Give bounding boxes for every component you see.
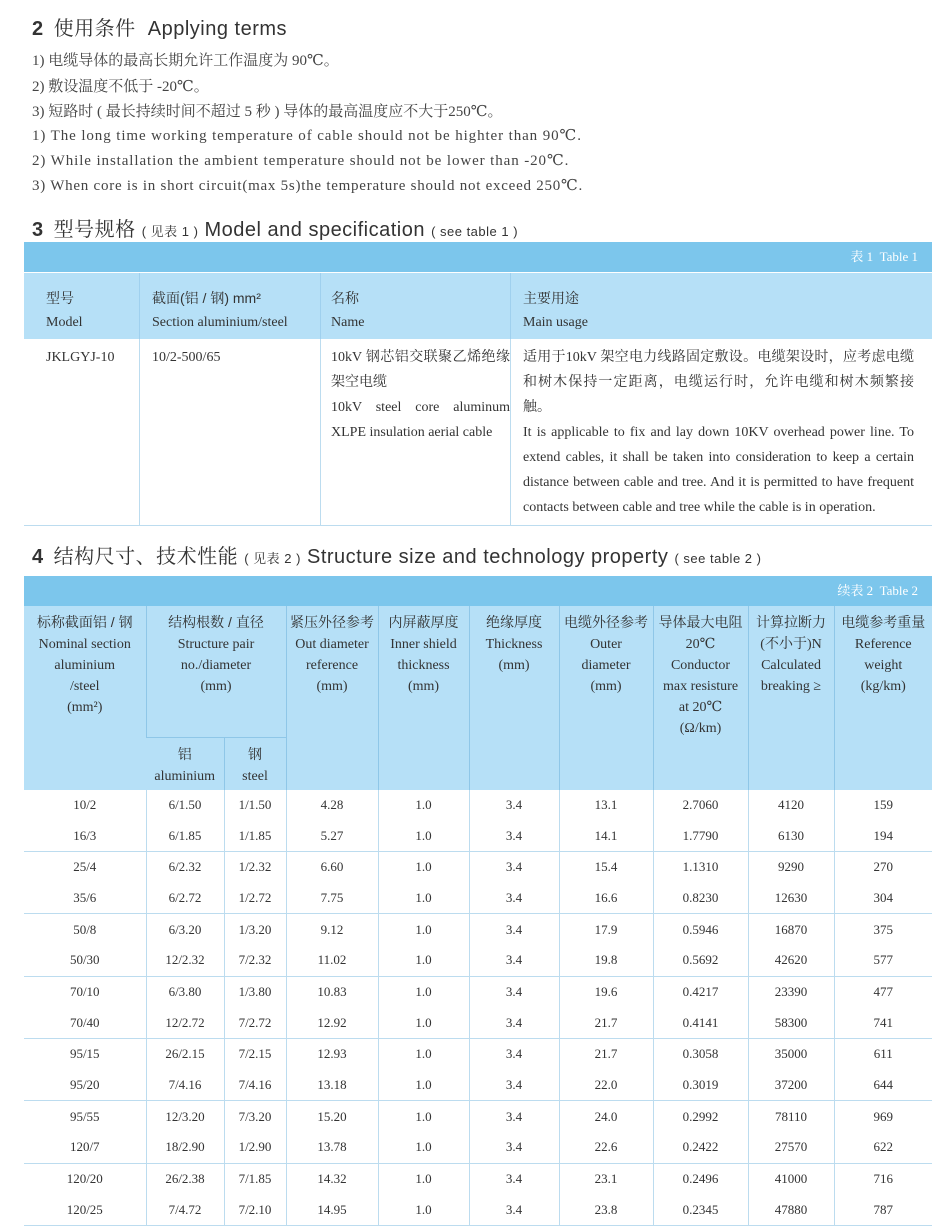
th-ins-en1: Thickness bbox=[485, 637, 543, 652]
th-inner-en2: thickness bbox=[397, 658, 450, 673]
cell-al: 12/3.20 bbox=[146, 1101, 224, 1132]
cell-steel: 1/2.90 bbox=[224, 1132, 286, 1163]
section-3-heading-en: Model and specification bbox=[204, 219, 425, 241]
cell-cabled: 23.1 bbox=[559, 1163, 653, 1194]
cell-outd: 6.60 bbox=[286, 851, 378, 882]
table-2-body bbox=[24, 790, 932, 1226]
section-3-note-en: ( see table 1 ) bbox=[431, 224, 519, 239]
cell-inner: 1.0 bbox=[378, 1101, 469, 1132]
cell-ins: 3.4 bbox=[469, 820, 559, 851]
table-row bbox=[24, 976, 932, 1007]
th-wt-unit: (kg/km) bbox=[860, 679, 906, 694]
cell-nominal: 95/20 bbox=[24, 1070, 146, 1101]
cell-wt: 375 bbox=[834, 914, 932, 945]
cell-wt: 622 bbox=[834, 1132, 932, 1163]
table-row bbox=[24, 883, 932, 914]
th-wt-en1: Reference bbox=[854, 637, 912, 652]
cell-steel: 7/2.32 bbox=[224, 945, 286, 976]
header-name-en: Name bbox=[331, 315, 365, 330]
cell-outd: 10.83 bbox=[286, 976, 378, 1007]
table-row bbox=[24, 851, 932, 882]
cell-nominal: 95/15 bbox=[69, 1046, 100, 1062]
cell-steel: 7/2.15 bbox=[224, 1039, 286, 1070]
cell-outd: 13.18 bbox=[286, 1070, 378, 1101]
cell-usage-cn: 适用于10kV 架空电力线路固定敷设。电缆架设时，应考虑电缆和树木保持一定距离，电缆运行时，允许电缆和树木频繁接触。 bbox=[523, 350, 914, 415]
term-line-2: 2) 敷设温度不低于 -20℃。 bbox=[32, 79, 209, 95]
cell-nominal: 10/2 bbox=[73, 796, 97, 812]
th-steel bbox=[224, 738, 286, 790]
cell-steel: 1/1.85 bbox=[224, 820, 286, 851]
th-aluminium-en: aluminium bbox=[154, 769, 216, 784]
th-cabled-unit: (mm) bbox=[590, 679, 622, 694]
header-name-cn: 名称 bbox=[331, 290, 359, 306]
cell-wt: 194 bbox=[834, 820, 932, 851]
cell-brk: 47880 bbox=[748, 1194, 834, 1225]
cell-brk: 37200 bbox=[748, 1070, 834, 1101]
header-model-en: Model bbox=[46, 315, 83, 330]
cell-ins: 3.4 bbox=[469, 914, 559, 945]
th-brk-cn: 计算拉断力 bbox=[756, 614, 827, 630]
th-nominal-en3: /steel bbox=[69, 679, 100, 694]
cell-ins: 3.4 bbox=[469, 1039, 559, 1070]
section-2-heading: 使用条件 Applying terms bbox=[53, 18, 288, 40]
cell-nominal: 50/30 bbox=[24, 945, 146, 976]
th-outd bbox=[286, 606, 378, 790]
cell-outd: 12.92 bbox=[286, 1007, 378, 1038]
cell-cabled: 21.7 bbox=[559, 1007, 653, 1038]
th-steel-cn: 钢 bbox=[248, 746, 262, 762]
cell-inner: 1.0 bbox=[378, 1070, 469, 1101]
cell-brk: 6130 bbox=[748, 820, 834, 851]
th-inner bbox=[378, 606, 469, 790]
th-nominal-cn: 标称截面铝 / 钢 bbox=[36, 614, 133, 630]
cell-inner: 1.0 bbox=[378, 1194, 469, 1225]
cell-inner: 1.0 bbox=[378, 1007, 469, 1038]
th-brk-en3: breaking ≥ bbox=[760, 679, 822, 694]
cell-nominal: 120/20 bbox=[66, 1171, 103, 1187]
cell-res: 1.7790 bbox=[653, 820, 748, 851]
table-2-grid bbox=[24, 606, 932, 1226]
th-res-cn: 导体最大电阻 bbox=[658, 614, 743, 630]
cell-res: 0.2496 bbox=[653, 1163, 748, 1194]
section-4-heading-cn: 结构尺寸、技术性能 bbox=[53, 546, 239, 568]
cell-inner: 1.0 bbox=[378, 1163, 469, 1194]
cell-res: 0.2422 bbox=[653, 1132, 748, 1163]
cell-al: 26/2.38 bbox=[146, 1163, 224, 1194]
term-line-5: 2) While installation the ambient temperature should not be lower than -20℃. bbox=[32, 153, 570, 169]
cell-inner: 1.0 bbox=[378, 1132, 469, 1163]
th-res bbox=[653, 606, 748, 790]
cell-steel: 7/2.10 bbox=[224, 1194, 286, 1225]
cell-model: JKLGYJ-10 bbox=[24, 339, 140, 525]
header-model bbox=[24, 273, 140, 339]
cell-inner: 1.0 bbox=[378, 790, 469, 821]
table-row bbox=[24, 790, 932, 821]
cell-res: 0.4217 bbox=[653, 976, 748, 1007]
section-4-title bbox=[32, 540, 761, 569]
section-3-number: 3 bbox=[32, 219, 44, 241]
cell-outd: 14.32 bbox=[286, 1163, 378, 1194]
cell-steel: 1/3.20 bbox=[224, 914, 286, 945]
table-row bbox=[24, 1163, 932, 1194]
cell-steel: 1/1.50 bbox=[224, 790, 286, 821]
table-row bbox=[24, 1007, 932, 1038]
cell-al: 6/3.20 bbox=[146, 914, 224, 945]
cell-nominal: 25/4 bbox=[73, 859, 97, 875]
cell-wt: 787 bbox=[834, 1194, 932, 1225]
cell-nominal: 120/7 bbox=[24, 1132, 146, 1163]
th-res-en3: max resisture bbox=[663, 679, 739, 694]
header-model-cn: 型号 bbox=[46, 290, 74, 306]
th-wt-en2: weight bbox=[864, 658, 903, 673]
cell-al: 12/2.32 bbox=[146, 945, 224, 976]
cell-cabled: 21.7 bbox=[559, 1039, 653, 1070]
th-wt-cn: 电缆参考重量 bbox=[841, 614, 926, 630]
cell-al: 6/2.72 bbox=[146, 883, 224, 914]
table-row bbox=[24, 1132, 932, 1163]
cell-brk: 58300 bbox=[748, 1007, 834, 1038]
cell-steel: 7/4.16 bbox=[224, 1070, 286, 1101]
section-4-number: 4 bbox=[32, 546, 44, 568]
cell-ins: 3.4 bbox=[469, 1132, 559, 1163]
cell-name-en: 10kV steel core aluminum XLPE insulation aerial cable bbox=[331, 400, 510, 440]
cell-inner: 1.0 bbox=[378, 1039, 469, 1070]
term-line-1: 1) 电缆导体的最高长期允许工作温度为 90℃。 bbox=[32, 53, 339, 69]
cell-cabled: 19.8 bbox=[559, 945, 653, 976]
th-steel-en: steel bbox=[242, 769, 268, 784]
cell-ins: 3.4 bbox=[469, 883, 559, 914]
th-inner-unit: (mm) bbox=[407, 679, 440, 694]
cell-outd: 9.12 bbox=[286, 914, 378, 945]
cell-res: 0.5946 bbox=[653, 914, 748, 945]
cell-res: 1.1310 bbox=[653, 851, 748, 882]
cell-outd: 4.28 bbox=[286, 790, 378, 821]
cell-brk: 9290 bbox=[748, 851, 834, 882]
cell-inner: 1.0 bbox=[378, 945, 469, 976]
th-cabled-en1: Outer bbox=[590, 637, 622, 652]
cell-res: 0.2992 bbox=[653, 1101, 748, 1132]
cell-steel: 7/2.72 bbox=[224, 1007, 286, 1038]
cell-cabled: 16.6 bbox=[559, 883, 653, 914]
header-usage bbox=[511, 273, 932, 339]
header-section-cn: 截面(铝 / 钢) mm² bbox=[152, 290, 261, 306]
th-nominal-unit: (mm²) bbox=[67, 700, 103, 715]
cell-wt: 969 bbox=[834, 1101, 932, 1132]
cell-res: 0.3058 bbox=[653, 1039, 748, 1070]
table-2-caption: 续表 2 Table 2 bbox=[24, 576, 932, 606]
cell-cabled: 19.6 bbox=[559, 976, 653, 1007]
table-1-row bbox=[24, 339, 932, 526]
cell-wt: 716 bbox=[834, 1163, 932, 1194]
cell-res: 0.3019 bbox=[653, 1070, 748, 1101]
cell-nominal: 50/8 bbox=[73, 921, 97, 937]
cell-steel: 1/2.32 bbox=[224, 851, 286, 882]
cell-res: 0.5692 bbox=[653, 945, 748, 976]
cell-wt: 477 bbox=[834, 976, 932, 1007]
cell-al: 6/1.50 bbox=[146, 790, 224, 821]
cell-al: 6/3.80 bbox=[146, 976, 224, 1007]
th-inner-cn: 内屏蔽厚度 bbox=[388, 614, 459, 630]
th-nominal-en2: aluminium bbox=[54, 658, 116, 673]
cell-brk: 23390 bbox=[748, 976, 834, 1007]
cell-cabled: 15.4 bbox=[559, 851, 653, 882]
cell-brk: 78110 bbox=[748, 1101, 834, 1132]
cell-steel: 1/2.72 bbox=[224, 883, 286, 914]
cell-steel: 7/3.20 bbox=[224, 1101, 286, 1132]
section-4-heading-en: Structure size and technology property bbox=[306, 546, 669, 568]
cell-res: 2.7060 bbox=[653, 790, 748, 821]
th-aluminium bbox=[146, 738, 224, 790]
th-brk-en1: (不小于)N bbox=[760, 637, 822, 652]
cell-name-cn: 10kV 钢芯铝交联聚乙烯绝缘架空电缆 bbox=[331, 350, 510, 390]
section-2-number: 2 bbox=[32, 18, 44, 40]
th-cabled-en2: diameter bbox=[581, 658, 631, 673]
cell-outd: 13.78 bbox=[286, 1132, 378, 1163]
cell-ins: 3.4 bbox=[469, 1070, 559, 1101]
term-line-4: 1) The long time working temperature of cable should not be highter than 90℃. bbox=[32, 128, 582, 144]
header-section-en: Section aluminium/steel bbox=[152, 315, 288, 330]
cell-brk: 27570 bbox=[748, 1132, 834, 1163]
term-line-6: 3) When core is in short circuit(max 5s)the temperature should not exceed 250℃. bbox=[32, 178, 584, 194]
cell-nominal: 70/40 bbox=[24, 1007, 146, 1038]
table-1-header bbox=[24, 272, 932, 339]
cell-wt: 159 bbox=[834, 790, 932, 821]
th-cabled-cn: 电缆外径参考 bbox=[564, 614, 649, 630]
th-res-unit: (Ω/km) bbox=[679, 721, 722, 736]
th-nominal bbox=[24, 606, 146, 790]
table-row bbox=[24, 945, 932, 976]
table-row bbox=[24, 914, 932, 945]
th-ins bbox=[469, 606, 559, 790]
cell-steel: 7/1.85 bbox=[224, 1163, 286, 1194]
cell-al: 7/4.72 bbox=[146, 1194, 224, 1225]
table-row bbox=[24, 1039, 932, 1070]
th-res-en1: 20℃ bbox=[685, 637, 716, 652]
cell-brk: 12630 bbox=[748, 883, 834, 914]
cell-steel: 1/3.80 bbox=[224, 976, 286, 1007]
cell-ins: 3.4 bbox=[469, 1163, 559, 1194]
cell-ins: 3.4 bbox=[469, 945, 559, 976]
header-usage-en: Main usage bbox=[523, 315, 588, 330]
header-section bbox=[140, 273, 321, 339]
th-outd-cn: 紧压外径参考 bbox=[290, 614, 375, 630]
th-ins-cn: 绝缘厚度 bbox=[486, 614, 543, 630]
cell-al: 18/2.90 bbox=[146, 1132, 224, 1163]
cell-cabled: 22.0 bbox=[559, 1070, 653, 1101]
cell-nominal: 16/3 bbox=[24, 820, 146, 851]
th-structure-en1: Structure pair bbox=[177, 637, 255, 652]
cell-al: 6/1.85 bbox=[146, 820, 224, 851]
cell-nominal: 120/25 bbox=[24, 1194, 146, 1225]
cell-brk: 35000 bbox=[748, 1039, 834, 1070]
cell-wt: 611 bbox=[834, 1039, 932, 1070]
cell-usage-en: It is applicable to fix and lay down 10KV overhead power line. To extend cables, it shall be taken into consideration to keep a certain distance between cable and tree. And it is permitted to have frequent contacts between cable and tree while the cable is in operation. bbox=[523, 425, 914, 515]
table-row bbox=[24, 1070, 932, 1101]
cell-outd: 15.20 bbox=[286, 1101, 378, 1132]
cell-name bbox=[321, 339, 511, 525]
cell-outd: 14.95 bbox=[286, 1194, 378, 1225]
section-3-heading-cn: 型号规格 bbox=[53, 219, 136, 241]
cell-ins: 3.4 bbox=[469, 976, 559, 1007]
cell-al: 12/2.72 bbox=[146, 1007, 224, 1038]
cell-cabled: 22.6 bbox=[559, 1132, 653, 1163]
cell-ins: 3.4 bbox=[469, 790, 559, 821]
th-ins-unit: (mm) bbox=[498, 658, 530, 673]
cell-res: 0.8230 bbox=[653, 883, 748, 914]
table-row bbox=[24, 1194, 932, 1225]
cell-res: 0.4141 bbox=[653, 1007, 748, 1038]
cell-outd: 7.75 bbox=[286, 883, 378, 914]
cell-cabled: 13.1 bbox=[559, 790, 653, 821]
cell-nominal: 35/6 bbox=[24, 883, 146, 914]
section-3-title bbox=[32, 213, 518, 242]
cell-nominal: 70/10 bbox=[69, 983, 100, 999]
th-aluminium-cn: 铝 bbox=[177, 746, 192, 762]
header-name bbox=[321, 273, 511, 339]
table-row bbox=[24, 820, 932, 851]
cell-ins: 3.4 bbox=[469, 1007, 559, 1038]
cell-brk: 42620 bbox=[748, 945, 834, 976]
th-brk bbox=[748, 606, 834, 790]
cell-inner: 1.0 bbox=[378, 820, 469, 851]
cell-cabled: 14.1 bbox=[559, 820, 653, 851]
cell-wt: 270 bbox=[834, 851, 932, 882]
cell-brk: 4120 bbox=[748, 790, 834, 821]
section-4-note-cn: ( 见表 2 ) bbox=[244, 551, 301, 566]
th-structure-en2: no./diameter bbox=[180, 658, 252, 673]
th-wt bbox=[834, 606, 932, 790]
th-structure-unit: (mm) bbox=[200, 679, 232, 694]
cell-ins: 3.4 bbox=[469, 1194, 559, 1225]
cell-wt: 644 bbox=[834, 1070, 932, 1101]
th-structure bbox=[146, 606, 286, 738]
cell-nominal: 95/55 bbox=[69, 1108, 100, 1124]
cell-ins: 3.4 bbox=[469, 851, 559, 882]
cell-section: 10/2-500/65 bbox=[140, 339, 321, 525]
cell-al: 7/4.16 bbox=[146, 1070, 224, 1101]
section-2-title bbox=[32, 12, 287, 41]
table-2 bbox=[24, 576, 932, 1226]
section-3-note-cn: ( 见表 1 ) bbox=[141, 224, 199, 239]
th-outd-en2: reference bbox=[305, 658, 359, 673]
th-res-en4: at 20℃ bbox=[678, 700, 723, 715]
cell-outd: 5.27 bbox=[286, 820, 378, 851]
cell-cabled: 17.9 bbox=[559, 914, 653, 945]
cell-wt: 304 bbox=[834, 883, 932, 914]
cell-usage bbox=[511, 339, 932, 525]
cell-al: 6/2.32 bbox=[146, 851, 224, 882]
table-1-caption: 表 1 Table 1 bbox=[24, 242, 932, 272]
cell-cabled: 24.0 bbox=[559, 1101, 653, 1132]
cell-outd: 12.93 bbox=[286, 1039, 378, 1070]
cell-outd: 11.02 bbox=[286, 945, 378, 976]
cell-cabled: 23.8 bbox=[559, 1194, 653, 1225]
th-outd-en1: Out diameter bbox=[295, 637, 369, 652]
th-nominal-en1: Nominal section bbox=[38, 637, 131, 652]
term-line-3: 3) 短路时 ( 最长持续时间不超过 5 秒 ) 导体的最高温度应不大于250℃。 bbox=[32, 104, 503, 120]
table-1 bbox=[24, 242, 932, 526]
cell-al: 26/2.15 bbox=[146, 1039, 224, 1070]
th-brk-en2: Calculated bbox=[761, 658, 821, 673]
header-usage-cn: 主要用途 bbox=[523, 290, 579, 306]
cell-inner: 1.0 bbox=[378, 914, 469, 945]
cell-wt: 577 bbox=[834, 945, 932, 976]
cell-brk: 16870 bbox=[748, 914, 834, 945]
cell-ins: 3.4 bbox=[469, 1101, 559, 1132]
table-row bbox=[24, 1101, 932, 1132]
th-structure-cn: 结构根数 / 直径 bbox=[168, 614, 264, 630]
cell-wt: 741 bbox=[834, 1007, 932, 1038]
cell-inner: 1.0 bbox=[378, 976, 469, 1007]
th-cabled bbox=[559, 606, 653, 790]
cell-brk: 41000 bbox=[748, 1163, 834, 1194]
section-4-note-en: ( see table 2 ) bbox=[674, 551, 762, 566]
cell-res: 0.2345 bbox=[653, 1194, 748, 1225]
th-inner-en1: Inner shield bbox=[390, 637, 457, 652]
th-res-en2: Conductor bbox=[670, 658, 731, 673]
cell-inner: 1.0 bbox=[378, 851, 469, 882]
th-outd-unit: (mm) bbox=[316, 679, 348, 694]
cell-inner: 1.0 bbox=[378, 883, 469, 914]
